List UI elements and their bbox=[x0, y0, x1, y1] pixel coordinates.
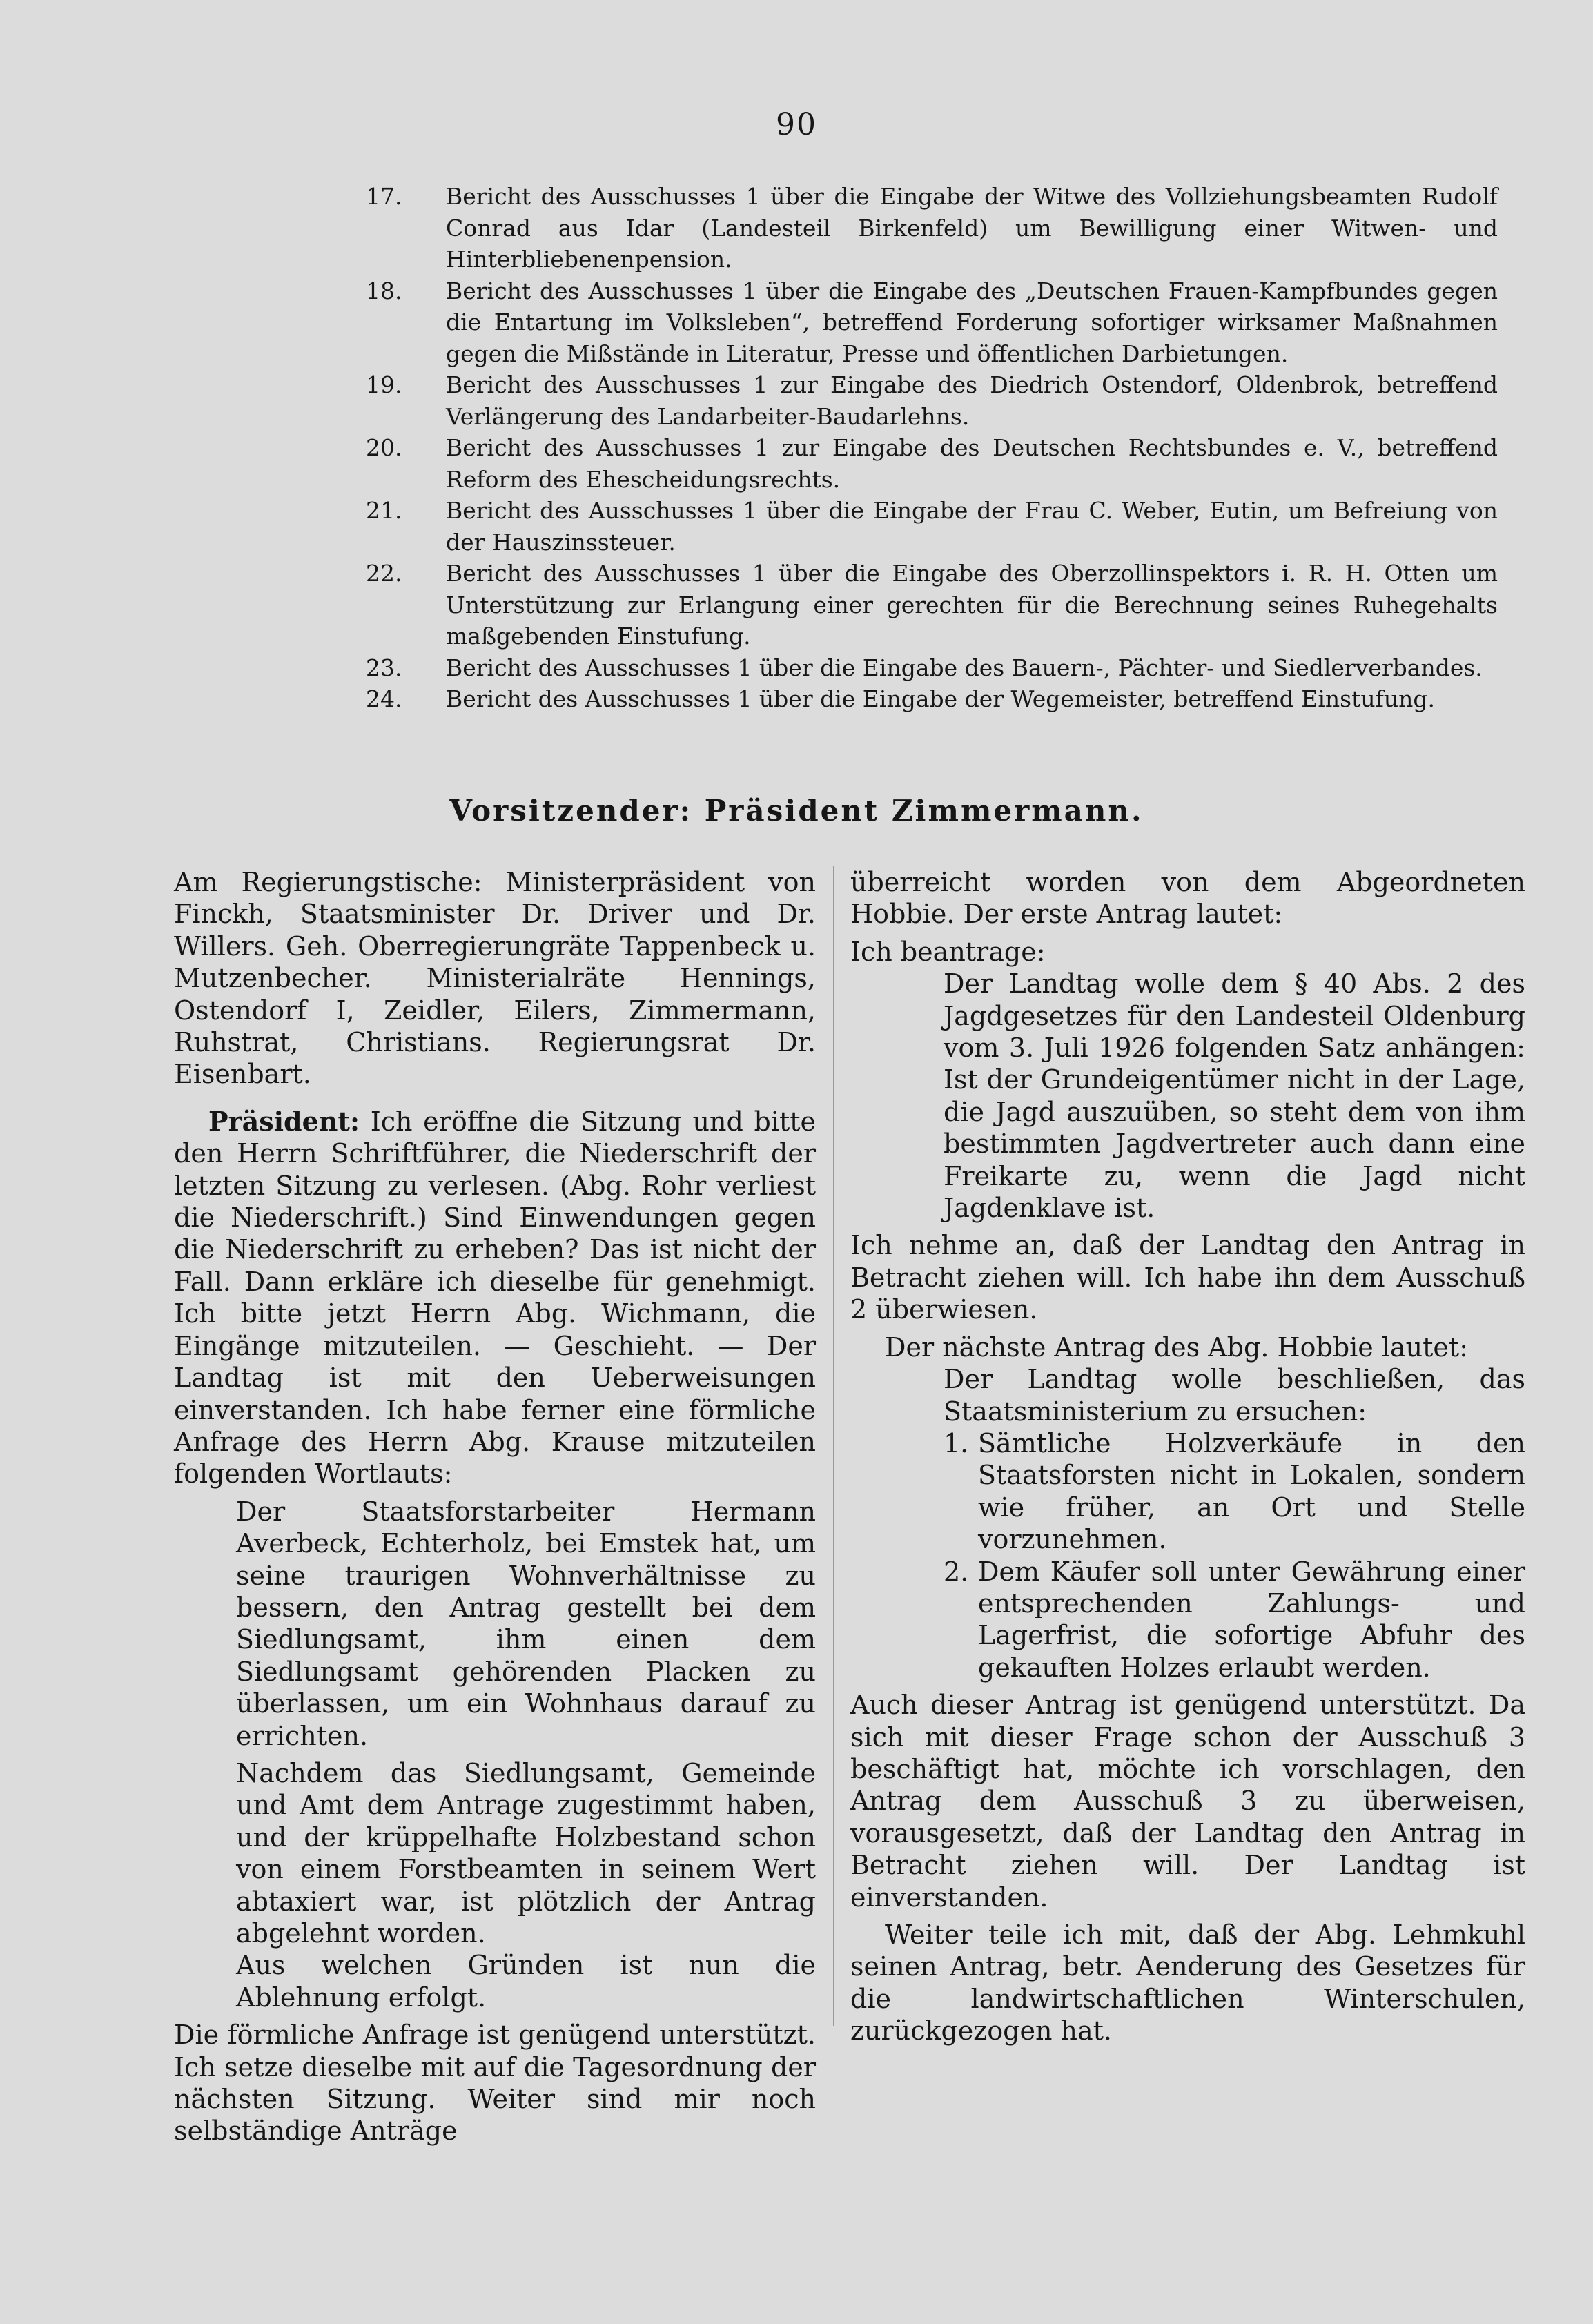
agenda-number: 23. bbox=[366, 654, 402, 681]
list-text: Sämtliche Holzverkäufe in den Staatsforsten nicht in Lokalen, sondern wie früher, an Ort und Stelle vorzunehmen. bbox=[978, 1427, 1525, 1555]
agenda-number: 21. bbox=[366, 497, 402, 524]
motion-2-referral: Auch dieser Antrag ist genügend unterstützt. Da sich mit dieser Frage schon der Ausschuß 3 beschäftigt hat, möchte ich vorschlagen, den Antrag dem Ausschuß 3 zu überweisen, vorausgesetzt, daß der Landtag den Antrag in Betracht ziehen will. Der Landtag ist einverstanden. bbox=[850, 1690, 1525, 1913]
agenda-number: 24. bbox=[366, 685, 402, 712]
list-item bbox=[944, 1556, 1525, 1684]
inquiry-paragraph-2: Nachdem das Siedlungsamt, Gemeinde und Amt dem Antrage zugestimmt haben, und der krüppelhafte Holzbestand schon von einem Forstbeamten in seinem Wert abtaxiert war, ist plötzlich der Antrag abgelehnt worden. bbox=[236, 1757, 816, 1949]
government-bench: Am Regierungstische: Ministerpräsident von Finckh, Staatsminister Dr. Driver und Dr. Willers. Geh. Oberregierungräte Tappenbeck u. Mutzenbecher. Ministerialräte Hennings, Ostendorf I, Zeidler, Eilers, Zimmermann, Ruhstrat, Christians. Regierungsrat Dr. Eisenbart. bbox=[174, 867, 816, 1090]
agenda-text: Bericht des Ausschusses 1 zur Eingabe des Deutschen Rechtsbundes e. V., betreffend Reform des Ehescheidungsrechts. bbox=[446, 434, 1498, 493]
motion-2-request: Der Landtag wolle beschließen, das Staatsministerium zu ersuchen: bbox=[944, 1364, 1525, 1427]
inquiry-paragraph-3: Aus welchen Gründen ist nun die Ablehnung erfolgt. bbox=[236, 1950, 816, 2013]
agenda-text: Bericht des Ausschusses 1 über die Eingabe der Witwe des Vollziehungsbeamten Rudolf Conrad aus Idar (Landesteil Birkenfeld) um Bewilligung einer Witwen- und Hinterbliebenenpension. bbox=[446, 183, 1498, 273]
agenda-item-22 bbox=[366, 558, 1498, 652]
motion-2-list bbox=[944, 1427, 1525, 1683]
chair-heading: Vorsitzender: Präsident Zimmermann. bbox=[449, 794, 1144, 828]
agenda-number: 20. bbox=[366, 434, 402, 461]
agenda-text: Bericht des Ausschusses 1 zur Eingabe des Diedrich Ostendorf, Oldenbrok, betreffend Verlängerung des Landarbeiter-Baudarlehns. bbox=[446, 371, 1498, 430]
list-item bbox=[944, 1427, 1525, 1556]
agenda-item-23 bbox=[366, 652, 1498, 684]
list-text: Dem Käufer soll unter Gewährung einer entsprechenden Zahlungs- und Lagerfrist, die sofortige Abfuhr des gekauften Holzes erlaubt werden. bbox=[978, 1556, 1525, 1683]
agenda-text: Bericht des Ausschusses 1 über die Eingabe der Wegemeister, betreffend Einstufung. bbox=[446, 685, 1435, 712]
list-number: 2. bbox=[944, 1556, 969, 1587]
agenda-text: Bericht des Ausschusses 1 über die Eingabe des Oberzollinspektors i. R. H. Otten um Unterstützung zur Erlangung einer gerechten für die Berechnung seines Ruhegehalts maßgebenden Einstufung. bbox=[446, 560, 1498, 650]
agenda-item-24 bbox=[366, 683, 1498, 715]
list-number: 1. bbox=[944, 1427, 969, 1458]
agenda-number: 18. bbox=[366, 277, 402, 304]
agenda-number: 19. bbox=[366, 371, 402, 398]
agenda-number: 17. bbox=[366, 183, 402, 210]
agenda-text: Bericht des Ausschusses 1 über die Eingabe der Frau C. Weber, Eutin, um Befreiung von der Hauszinssteuer. bbox=[446, 497, 1498, 556]
inquiry-paragraph-1: Der Staatsforstarbeiter Hermann Averbeck, Echterholz, bei Emstek hat, um seine traurigen Wohnverhältnisse zu bessern, den Antrag gestellt bei dem Siedlungsamt, ihm einen dem Siedlungsamt gehörenden Placken zu überlassen, um ein Wohnhaus darauf zu errichten. bbox=[236, 1496, 816, 1751]
agenda-text: Bericht des Ausschusses 1 über die Eingabe des „Deutschen Frauen-Kampfbundes gegen die Entartung im Volksleben“, betreffend Forderung sofortiger wirksamer Maßnahmen gegen die Mißstände in Literatur, Presse und öffentlichen Darbietungen. bbox=[446, 277, 1498, 367]
motion-intro: überreicht worden von dem Abgeordneten Hobbie. Der erste Antrag lautet: bbox=[850, 867, 1525, 930]
agenda-item-20 bbox=[366, 432, 1498, 495]
agenda-text: Bericht des Ausschusses 1 über die Eingabe des Bauern-, Pächter- und Siedlerverbandes. bbox=[446, 654, 1483, 681]
agenda-item-21 bbox=[366, 495, 1498, 558]
motion-1-text: Der Landtag wolle dem § 40 Abs. 2 des Jagdgesetzes für den Landesteil Oldenburg vom 3. Juli 1926 folgenden Satz anhängen: Ist der Grundeigentümer nicht in der Lage, die Jagd auszuüben, so steht dem von ihm bestimmten Jagdvertreter auch dann eine Freikarte zu, wenn die Jagd nicht Jagdenklave ist. bbox=[944, 968, 1525, 1224]
agenda-item-18 bbox=[366, 275, 1498, 370]
agenda-number: 22. bbox=[366, 560, 402, 587]
agenda-item-19 bbox=[366, 369, 1498, 432]
withdrawal-notice: Weiter teile ich mit, daß der Abg. Lehmkuhl seinen Antrag, betr. Aenderung des Gesetzes für die landwirtschaftlichen Winterschulen, zurückgezogen hat. bbox=[850, 1920, 1525, 2047]
agenda-item-17 bbox=[366, 181, 1498, 275]
left-column bbox=[174, 866, 816, 2147]
speaker-label: Präsident: bbox=[208, 1105, 360, 1137]
president-statement bbox=[174, 1106, 816, 1490]
page-number: 90 bbox=[776, 107, 817, 142]
motion-1-referral: Ich nehme an, daß der Landtag den Antrag in Betracht ziehen will. Ich habe ihn dem Ausschuß 2 überwiesen. bbox=[850, 1230, 1525, 1325]
motion-2-intro: Der nächste Antrag des Abg. Hobbie lautet: bbox=[885, 1331, 1468, 1363]
speech-text: Ich eröffne die Sitzung und bitte den Herrn Schriftführer, die Niederschrift der letzten Sitzung zu verlesen. (Abg. Rohr verliest die Niederschrift.) Sind Einwendungen gegen die Niederschrift zu erheben? Das ist nicht der Fall. Dann erkläre ich dieselbe für genehmigt. Ich bitte jetzt Herrn Abg. Wichmann, die Eingänge mitzuteilen. — Geschieht. — Der Landtag ist mit den Ueberweisungen einverstanden. Ich habe ferner eine förmliche Anfrage des Herrn Abg. Krause mitzuteilen folgenden Wortlauts: bbox=[174, 1106, 816, 1490]
motion-request: Ich beantrage: bbox=[850, 936, 1046, 967]
column-divider bbox=[833, 866, 834, 2026]
closing-paragraph: Die förmliche Anfrage ist genügend unterstützt. Ich setze dieselbe mit auf die Tagesordnung der nächsten Sitzung. Weiter sind mir noch selbständige Anträge bbox=[174, 2020, 816, 2147]
agenda-list bbox=[366, 181, 1498, 715]
right-column bbox=[850, 866, 1525, 2047]
